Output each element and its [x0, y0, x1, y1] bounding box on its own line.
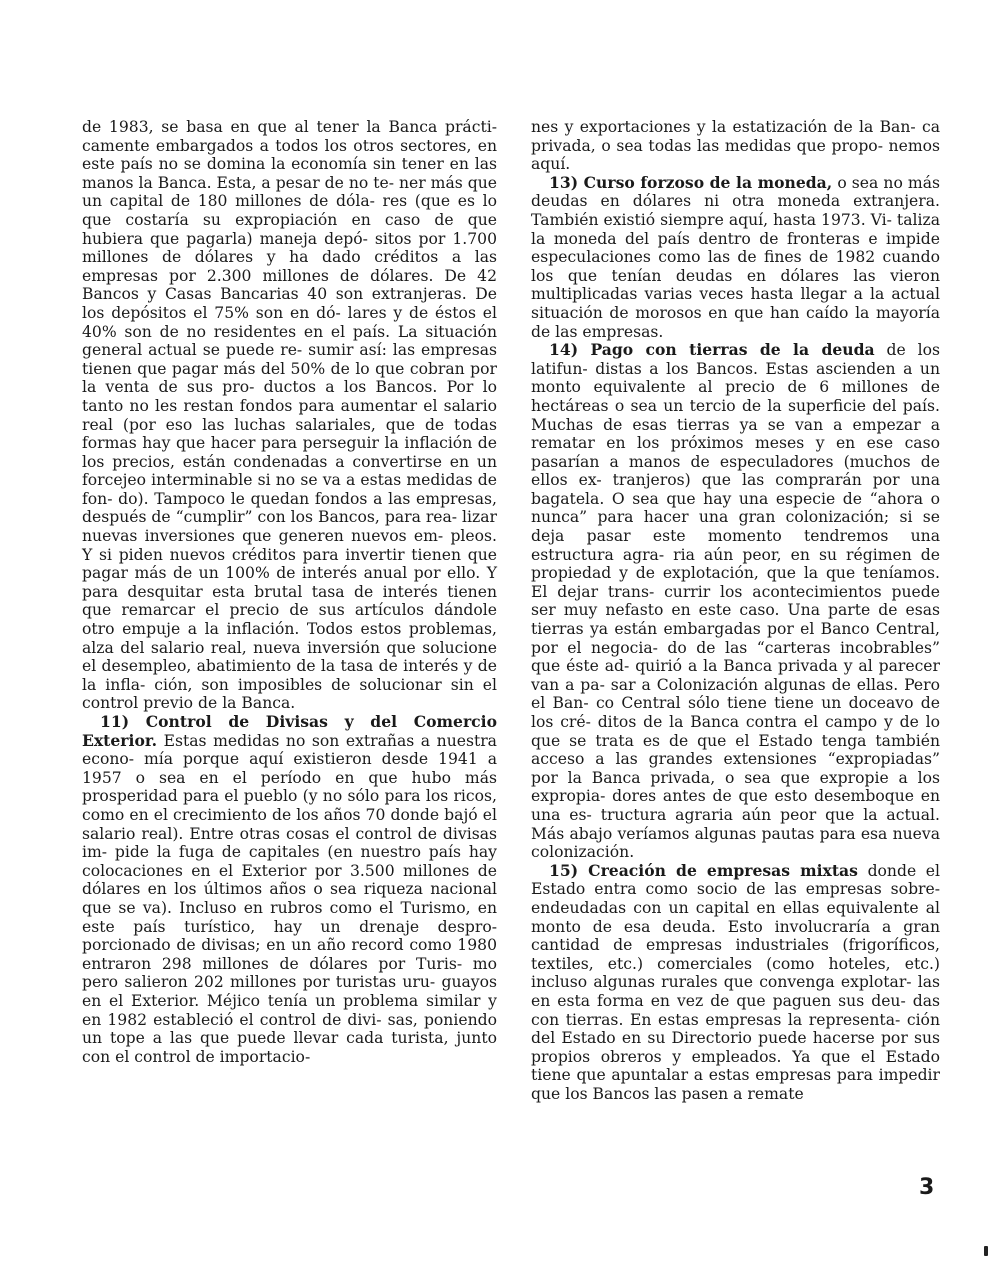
page-number: 3: [919, 1175, 935, 1200]
paragraph-continuation: nes y exportaciones y la estatización de la Ban- ca privada, o sea todas las medidas que propo- nemos aquí.: [531, 118, 940, 174]
paragraph-banca-intro: de 1983, se basa en que al tener la Banca prácti- camente embargados a todos los otros sectores, en este país no se domina la economía sin tener en las manos la Banca. Esta, a pesar de no te- ner más que un capital de 180 millones de dóla- res (que es lo que costaría su expropiación en caso de que hubiera que pagarla) maneja depó- sitos por 1.700 millones de dólares y ha dado créditos a las empresas por 2.300 millones de dólares. De 42 Bancos y Casas Bancarias 40 son extranjeras. De los depósitos el 75% son en dó- lares y de éstos el 40% son de no residentes en el país. La situación general actual se puede re- sumir así: las empresas tienen que pagar más del 50% de lo que cobran por la venta de sus pro- ductos a los Bancos. Por lo tanto no les restan fondos para aumentar el salario real (por eso las luchas salariales, que de todas formas hay que hacer para perseguir la inflación de los precios, están condenadas a convertirse en un forcejeo interminable si no se va a estas medidas de fon- do). Tampoco le quedan fondos a las empresas, después de “cumplir” con los Bancos, para rea- lizar nuevas inversiones que generen nuevos em- pleos. Y si piden nuevos créditos para invertir tienen que pagar más de un 100% de interés anual por ello. Y para desquitar esta brutal tasa de interés tienen que remarcar el precio de sus artículos dándole otro empuje a la inflación. Todos estos problemas, alza del salario real, nueva inversión que solucione el desempleo, abatimiento de la tasa de interés y de la infla- ción, son imposibles de solucionar sin el control previo de la Banca.: [82, 118, 497, 713]
paragraph-empresas-mixtas: [531, 862, 940, 1104]
section-body-14: de los latifun- distas a los Bancos. Estas ascienden a un monto equivalente al precio de 6 millones de hectáreas o sea un tercio de la superficie del país. Muchas de esas tierras ya se van a empezar a rematar en los próximos meses y en ese caso pasarían a manos de especuladores (muchos de ellos ex- tranjeros) que las comprarán por una bagatela. O sea que hay una especie de “ahora o nunca” para hacer una gran colonización; si se deja pasar este momento tendremos una estructura agra- ria aún peor, en su régimen de propiedad y de explotación, que la que teníamos. El dejar trans- currir los acontecimientos puede ser muy nefasto en este caso. Una parte de esas tierras ya están embargadas por el Banco Central, por el negocia- do de las “carteras incobrables” que éste ad- quirió a la Banca privada y al parecer van a pa- sar a Colonización algunas de ellas. Pero el Ban- co Central sólo tiene tiene un doceavo de los cré- ditos de la Banca contra el campo y de lo que se trata es de que el Estado tenga también acceso a las grandes extensiones “expropiadas” por la Banca privada, o sea que expropie a los expropia- dores antes de que esto desemboque en una es- tructura agraria aún peor que la actual. Más abajo veríamos algunas pautas para esa nueva colonización.: [531, 341, 940, 862]
section-body-15: donde el Estado entra como socio de las empresas sobre- endeudadas con un capital en ellas equivalente al monto de esa deuda. Esto involucraría a gran cantidad de empresas industriales (frigoríficos, textiles, etc.) comerciales (como hoteles, etc.) incluso algunas rurales que convenga explotar- las en esta forma en vez de que paguen sus deu- das con tierras. En estas empresas la representa- ción del Estado en su Directorio puede hacerse por sus propios obreros y empleados. Ya que el Estado tiene que apuntalar a estas empresas para impedir que los Bancos las pasen a remate: [531, 861, 941, 1103]
right-text-column: [531, 118, 940, 1103]
section-body-11: Estas medidas no son extrañas a nuestra econo- mía porque aquí existieron desde 1941 a 1957 o sea en el período en que hubo más prosperidad para el pueblo (y no sólo para los ricos, como en el crecimiento de los años 70 donde bajó el salario real). Entre otras cosas el control de divisas im- pide la fuga de capitales (en nuestro país hay colocaciones en el Exterior por 3.500 millones de dólares en los últimos años o sea riqueza nacional que se va). Incluso en rubros como el Turismo, en este país turístico, hay un drenaje despro- porcionado de divisas; en un año record como 1980 entraron 298 millones de dólares por Turis- mo pero salieron 202 millones por turistas uru- guayos en el Exterior. Méjico tenía un problema similar y en 1982 estableció el control de divi- sas, poniendo un tope a las que puede llevar cada turista, junto con el control de importacio-: [82, 731, 497, 1066]
scan-mark: [984, 1246, 988, 1256]
paragraph-pago-tierras: [531, 341, 940, 862]
paragraph-curso-forzoso: [531, 174, 940, 341]
section-heading-14: 14) Pago con tierras de la deuda: [549, 340, 875, 360]
section-heading-15: 15) Creación de empresas mixtas: [549, 860, 858, 880]
section-heading-13: 13) Curso forzoso de la moneda,: [549, 172, 833, 192]
paragraph-control-divisas: [82, 713, 497, 1066]
section-body-13: o sea no más deudas en dólares ni otra moneda extranjera. También existió siempre aquí, hasta 1973. Vi- taliza la moneda del país dentro de fronteras e impide especulaciones como las de fines de 1982 cuando los que tenían deudas en dólares las vieron multiplicadas varias veces hasta llegar a la actual situación de morosos en que han caído la mayoría de las empresas.: [531, 173, 940, 341]
left-text-column: [82, 118, 497, 1066]
section-heading-11: 11) Control de Divisas y del Comercio Exterior.: [82, 712, 497, 750]
